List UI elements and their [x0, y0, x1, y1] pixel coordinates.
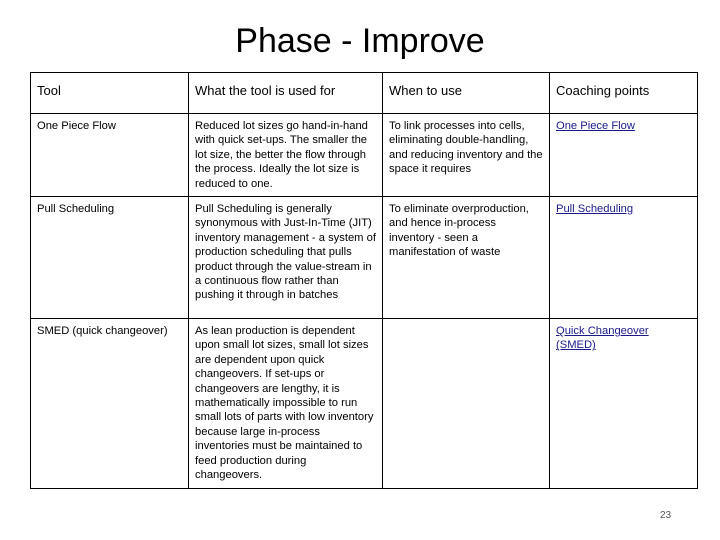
cell-when — [383, 319, 550, 488]
table-row — [31, 114, 698, 197]
cell-coaching — [550, 114, 698, 197]
cell-when: To eliminate overproduction, and hence in-process inventory - seen a manifestation of waste — [383, 197, 550, 319]
table-row — [31, 197, 698, 319]
cell-tool: One Piece Flow — [31, 114, 189, 197]
header-when: When to use — [383, 73, 550, 114]
header-used-for: What the tool is used for — [189, 73, 383, 114]
table-header-row — [31, 73, 698, 114]
cell-used-for: Pull Scheduling is generally synonymous with Just-In-Time (JIT) inventory management - a system of production scheduling that pulls product through the value-stream in a continuous flow rather than pushing it through in batches — [189, 197, 383, 319]
cell-used-for: Reduced lot sizes go hand-in-hand with quick set-ups. The smaller the lot size, the better the flow through the process. Ideally the lot size is reduced to one. — [189, 114, 383, 197]
header-coaching: Coaching points — [550, 73, 698, 114]
page-number: 23 — [660, 510, 672, 521]
table-row — [31, 319, 698, 488]
header-tool: Tool — [31, 73, 189, 114]
page-title: Phase - Improve — [235, 22, 485, 60]
tools-table — [30, 72, 698, 489]
coaching-link-quick-changeover[interactable]: Quick Changeover (SMED) — [556, 325, 649, 352]
cell-coaching — [550, 319, 698, 488]
coaching-link-one-piece-flow[interactable]: One Piece Flow — [556, 120, 635, 132]
cell-tool: SMED (quick changeover) — [31, 319, 189, 488]
cell-tool: Pull Scheduling — [31, 197, 189, 319]
coaching-link-pull-scheduling[interactable]: Pull Scheduling — [556, 203, 634, 216]
cell-when: To link processes into cells, eliminating double-handling, and reducing inventory and the space it requires — [383, 114, 550, 197]
cell-used-for: As lean production is dependent upon small lot sizes, small lot sizes are dependent upon quick changeovers. If set-ups or changeovers are lengthy, it is mathematically impossible to run small lots of parts with low inventory because large in-process inventories must be maintained to feed production during changeovers. — [189, 319, 383, 488]
cell-coaching — [550, 197, 698, 319]
